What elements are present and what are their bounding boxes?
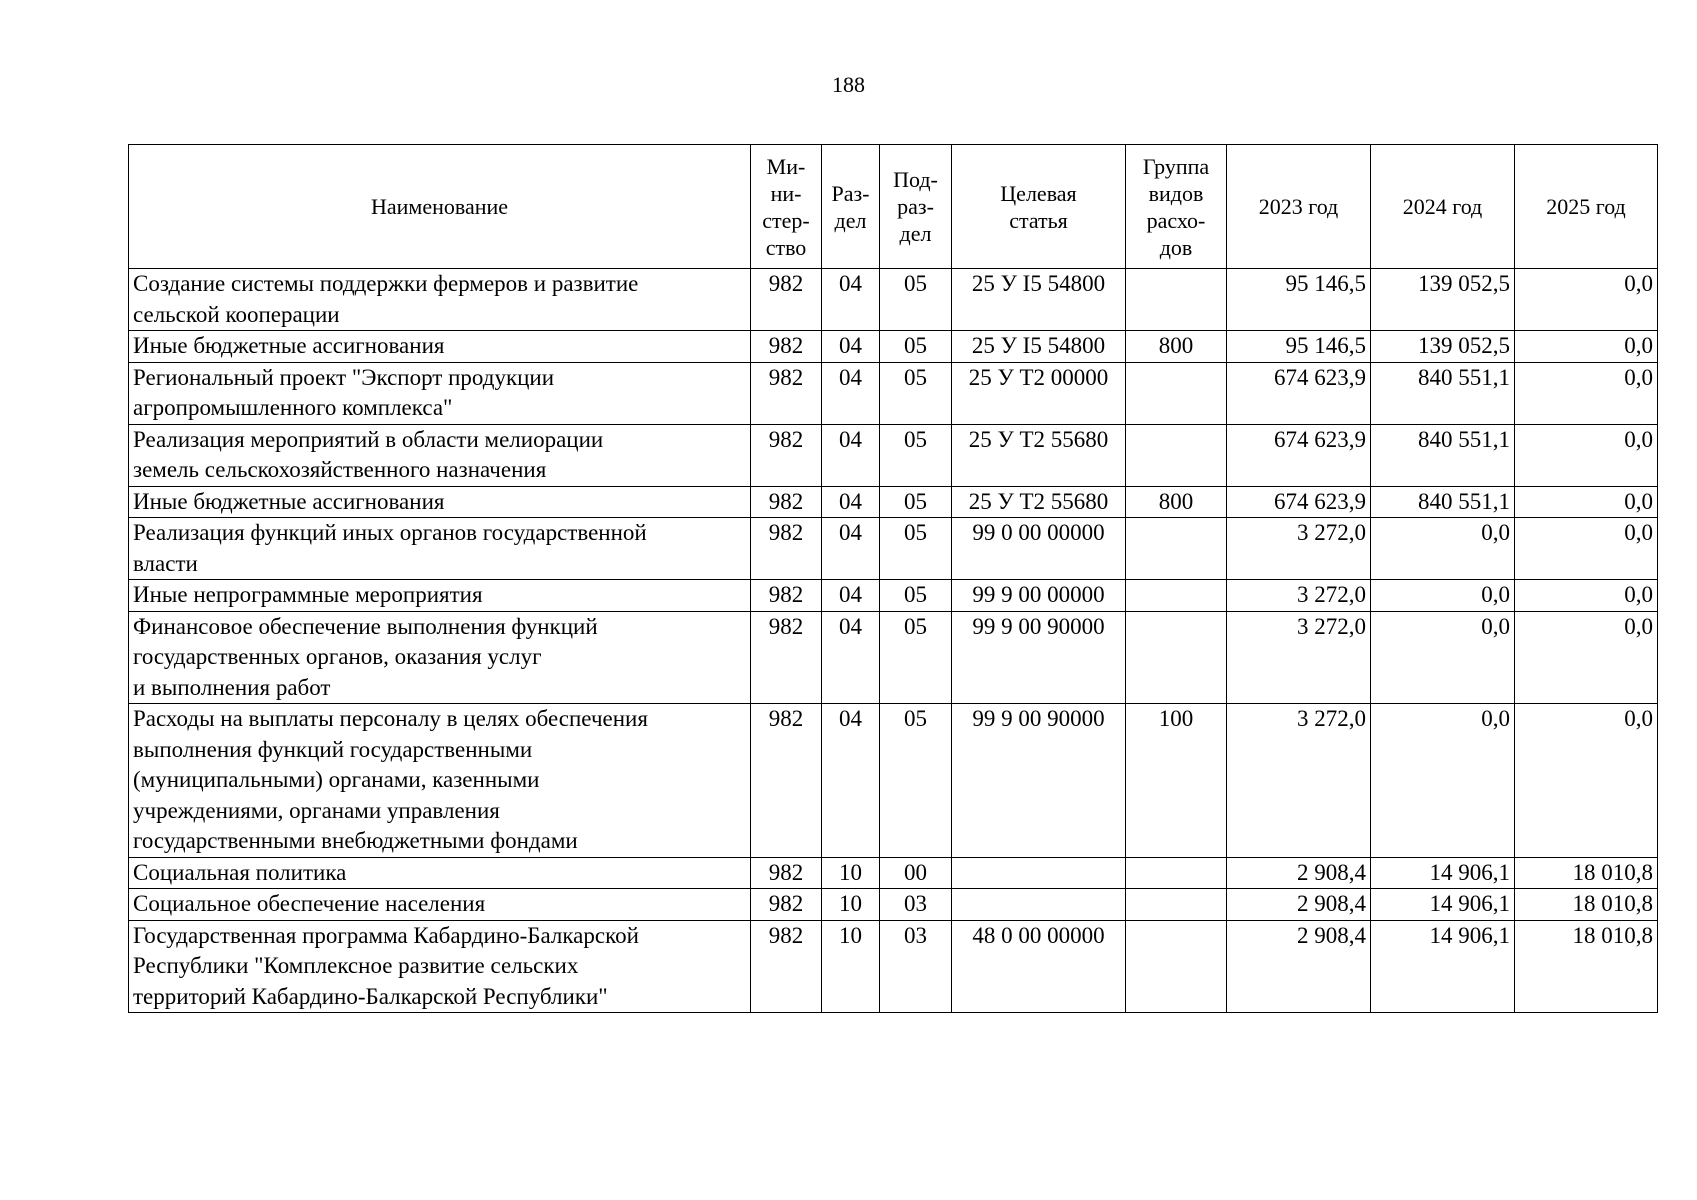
amount-2023-cell: 3 272,0	[1227, 518, 1371, 580]
header-line: расхо-	[1146, 207, 1206, 233]
ministry-cell: 982	[751, 362, 822, 424]
table-row	[129, 920, 1658, 1013]
amount-2024-cell: 139 052,5	[1371, 269, 1515, 331]
name-cell	[129, 857, 751, 889]
name-cell	[129, 269, 751, 331]
header-2023: 2023 год	[1227, 145, 1371, 269]
subsection-cell: 05	[880, 269, 952, 331]
subsection-cell: 05	[880, 704, 952, 858]
header-2024: 2024 год	[1371, 145, 1515, 269]
expense-group-cell	[1126, 580, 1227, 612]
header-line: дов	[1159, 234, 1193, 260]
target-article-cell: 48 0 00 00000	[952, 920, 1126, 1013]
table-row	[129, 331, 1658, 363]
header-ministry	[751, 145, 822, 269]
amount-2025-cell: 0,0	[1515, 362, 1658, 424]
subsection-cell: 05	[880, 518, 952, 580]
expense-group-cell	[1126, 518, 1227, 580]
name-cell	[129, 920, 751, 1013]
name-line: Социальная политика	[133, 859, 347, 885]
section-cell: 04	[822, 580, 880, 612]
amount-2025-cell: 0,0	[1515, 611, 1658, 704]
amount-2025-cell: 0,0	[1515, 580, 1658, 612]
amount-2024-cell: 0,0	[1371, 611, 1515, 704]
expense-group-cell	[1126, 611, 1227, 704]
header-line: видов	[1148, 180, 1204, 206]
ministry-cell: 982	[751, 269, 822, 331]
name-line: земель сельскохозяйственного назначения	[133, 457, 547, 482]
name-cell	[129, 704, 751, 858]
name-cell	[129, 424, 751, 486]
section-cell: 04	[822, 331, 880, 363]
header-line: Под-	[893, 167, 938, 192]
name-line: Иные непрограммные мероприятия	[133, 582, 483, 607]
table-header-row	[129, 145, 1658, 269]
budget-table	[128, 144, 1658, 1013]
ministry-cell: 982	[751, 857, 822, 889]
amount-2025-cell: 0,0	[1515, 486, 1658, 518]
ministry-cell: 982	[751, 486, 822, 518]
header-name: Наименование	[129, 145, 751, 269]
target-article-cell: 25 У I5 54800	[952, 331, 1126, 363]
ministry-cell: 982	[751, 331, 822, 363]
expense-group-cell	[1126, 362, 1227, 424]
subsection-cell: 05	[880, 486, 952, 518]
name-line: Социальное обеспечение населения	[133, 891, 486, 916]
table-row	[129, 704, 1658, 858]
name-line: государственными внебюджетными фондами	[133, 828, 578, 853]
table-row	[129, 611, 1658, 704]
name-line: сельской кооперации	[133, 301, 340, 327]
amount-2023-cell: 95 146,5	[1227, 331, 1371, 363]
table-body	[129, 269, 1658, 1013]
header-subsection	[880, 145, 952, 269]
table-row	[129, 424, 1658, 486]
amount-2023-cell: 3 272,0	[1227, 704, 1371, 858]
name-line: Реализация функций иных органов государственной	[133, 520, 647, 545]
ministry-cell: 982	[751, 704, 822, 858]
name-line: выполнения функций государственными	[133, 736, 533, 762]
amount-2024-cell: 14 906,1	[1371, 889, 1515, 921]
name-line: власти	[133, 550, 198, 576]
target-article-cell: 25 У Т2 55680	[952, 486, 1126, 518]
amount-2024-cell: 840 551,1	[1371, 486, 1515, 518]
amount-2025-cell: 18 010,8	[1515, 857, 1658, 889]
header-line: ство	[765, 234, 807, 260]
expense-group-cell: 100	[1126, 704, 1227, 858]
section-cell: 04	[822, 518, 880, 580]
amount-2025-cell: 0,0	[1515, 518, 1658, 580]
amount-2023-cell: 2 908,4	[1227, 920, 1371, 1013]
name-line: территорий Кабардино-Балкарской Республики"	[133, 983, 608, 1009]
table-row	[129, 889, 1658, 921]
expense-group-cell	[1126, 269, 1227, 331]
expense-group-cell: 800	[1126, 486, 1227, 518]
name-cell	[129, 518, 751, 580]
target-article-cell: 25 У Т2 00000	[952, 362, 1126, 424]
header-expense-group	[1126, 145, 1227, 269]
table-row	[129, 580, 1658, 612]
target-article-cell: 25 У I5 54800	[952, 269, 1126, 331]
ministry-cell: 982	[751, 920, 822, 1013]
name-line: Региональный проект "Экспорт продукции	[133, 364, 555, 390]
amount-2024-cell: 840 551,1	[1371, 424, 1515, 486]
target-article-cell: 99 9 00 90000	[952, 704, 1126, 858]
amount-2024-cell: 139 052,5	[1371, 331, 1515, 363]
table-row	[129, 486, 1658, 518]
subsection-cell: 05	[880, 362, 952, 424]
name-cell	[129, 580, 751, 612]
expense-group-cell	[1126, 857, 1227, 889]
ministry-cell: 982	[751, 424, 822, 486]
name-line: государственных органов, оказания услуг	[133, 644, 542, 669]
target-article-cell: 25 У Т2 55680	[952, 424, 1126, 486]
header-line: ни-	[770, 180, 802, 206]
amount-2023-cell: 674 623,9	[1227, 424, 1371, 486]
name-line: Финансовое обеспечение выполнения функций	[133, 613, 598, 639]
header-line: статья	[1009, 207, 1068, 233]
name-line: учреждениями, органами управления	[133, 797, 500, 823]
name-cell	[129, 331, 751, 363]
name-cell	[129, 889, 751, 921]
name-line: Создание системы поддержки фермеров и развитие	[133, 271, 639, 296]
target-article-cell	[952, 889, 1126, 921]
amount-2024-cell: 14 906,1	[1371, 920, 1515, 1013]
subsection-cell: 05	[880, 424, 952, 486]
amount-2023-cell: 674 623,9	[1227, 486, 1371, 518]
section-cell: 04	[822, 704, 880, 858]
amount-2025-cell: 0,0	[1515, 269, 1658, 331]
section-cell: 04	[822, 424, 880, 486]
amount-2023-cell: 674 623,9	[1227, 362, 1371, 424]
ministry-cell: 982	[751, 580, 822, 612]
table-row	[129, 857, 1658, 889]
subsection-cell: 05	[880, 331, 952, 363]
header-line: дел	[834, 207, 867, 233]
name-line: Расходы на выплаты персоналу в целях обеспечения	[133, 706, 648, 731]
amount-2025-cell: 0,0	[1515, 704, 1658, 858]
section-cell: 04	[822, 611, 880, 704]
header-line: Ми-	[766, 153, 806, 179]
header-section	[822, 145, 880, 269]
target-article-cell: 99 9 00 00000	[952, 580, 1126, 612]
table-row	[129, 518, 1658, 580]
amount-2024-cell: 14 906,1	[1371, 857, 1515, 889]
name-line: Иные бюджетные ассигнования	[133, 333, 445, 358]
table-row	[129, 362, 1658, 424]
subsection-cell: 05	[880, 611, 952, 704]
section-cell: 10	[822, 920, 880, 1013]
name-line: и выполнения работ	[133, 674, 331, 700]
subsection-cell: 03	[880, 889, 952, 921]
amount-2025-cell: 0,0	[1515, 331, 1658, 363]
name-cell	[129, 486, 751, 518]
target-article-cell: 99 9 00 90000	[952, 611, 1126, 704]
header-line: стер-	[762, 207, 810, 233]
amount-2024-cell: 0,0	[1371, 518, 1515, 580]
section-cell: 04	[822, 362, 880, 424]
header-line: Раз-	[831, 180, 870, 206]
header-line: Группа	[1142, 153, 1210, 179]
section-cell: 04	[822, 486, 880, 518]
page-number: 188	[832, 72, 865, 97]
name-cell	[129, 611, 751, 704]
header-2025: 2025 год	[1515, 145, 1658, 269]
expense-group-cell	[1126, 889, 1227, 921]
amount-2025-cell: 0,0	[1515, 424, 1658, 486]
name-line: Республики "Комплексное развитие сельских	[133, 953, 579, 978]
name-cell	[129, 362, 751, 424]
section-cell: 10	[822, 889, 880, 921]
amount-2023-cell: 3 272,0	[1227, 580, 1371, 612]
amount-2023-cell: 2 908,4	[1227, 857, 1371, 889]
name-line: Реализация мероприятий в области мелиорации	[133, 426, 604, 452]
expense-group-cell	[1126, 920, 1227, 1013]
subsection-cell: 05	[880, 580, 952, 612]
expense-group-cell: 800	[1126, 331, 1227, 363]
ministry-cell: 982	[751, 611, 822, 704]
amount-2024-cell: 0,0	[1371, 580, 1515, 612]
subsection-cell: 00	[880, 857, 952, 889]
header-line: дел	[899, 221, 932, 246]
target-article-cell: 99 0 00 00000	[952, 518, 1126, 580]
amount-2025-cell: 18 010,8	[1515, 920, 1658, 1013]
amount-2023-cell: 2 908,4	[1227, 889, 1371, 921]
header-line: Целевая	[1000, 180, 1077, 206]
amount-2024-cell: 0,0	[1371, 704, 1515, 858]
section-cell: 04	[822, 269, 880, 331]
ministry-cell: 982	[751, 518, 822, 580]
amount-2023-cell: 95 146,5	[1227, 269, 1371, 331]
table-row	[129, 269, 1658, 331]
amount-2025-cell: 18 010,8	[1515, 889, 1658, 921]
section-cell: 10	[822, 857, 880, 889]
amount-2024-cell: 840 551,1	[1371, 362, 1515, 424]
name-line: Государственная программа Кабардино-Балкарской	[133, 922, 639, 948]
ministry-cell: 982	[751, 889, 822, 921]
name-line: (муниципальными) органами, казенными	[133, 767, 540, 792]
header-line: раз-	[897, 194, 934, 219]
target-article-cell	[952, 857, 1126, 889]
header-target-article	[952, 145, 1126, 269]
name-line: Иные бюджетные ассигнования	[133, 488, 445, 514]
amount-2023-cell: 3 272,0	[1227, 611, 1371, 704]
subsection-cell: 03	[880, 920, 952, 1013]
expense-group-cell	[1126, 424, 1227, 486]
name-line: агропромышленного комплекса"	[133, 395, 453, 420]
